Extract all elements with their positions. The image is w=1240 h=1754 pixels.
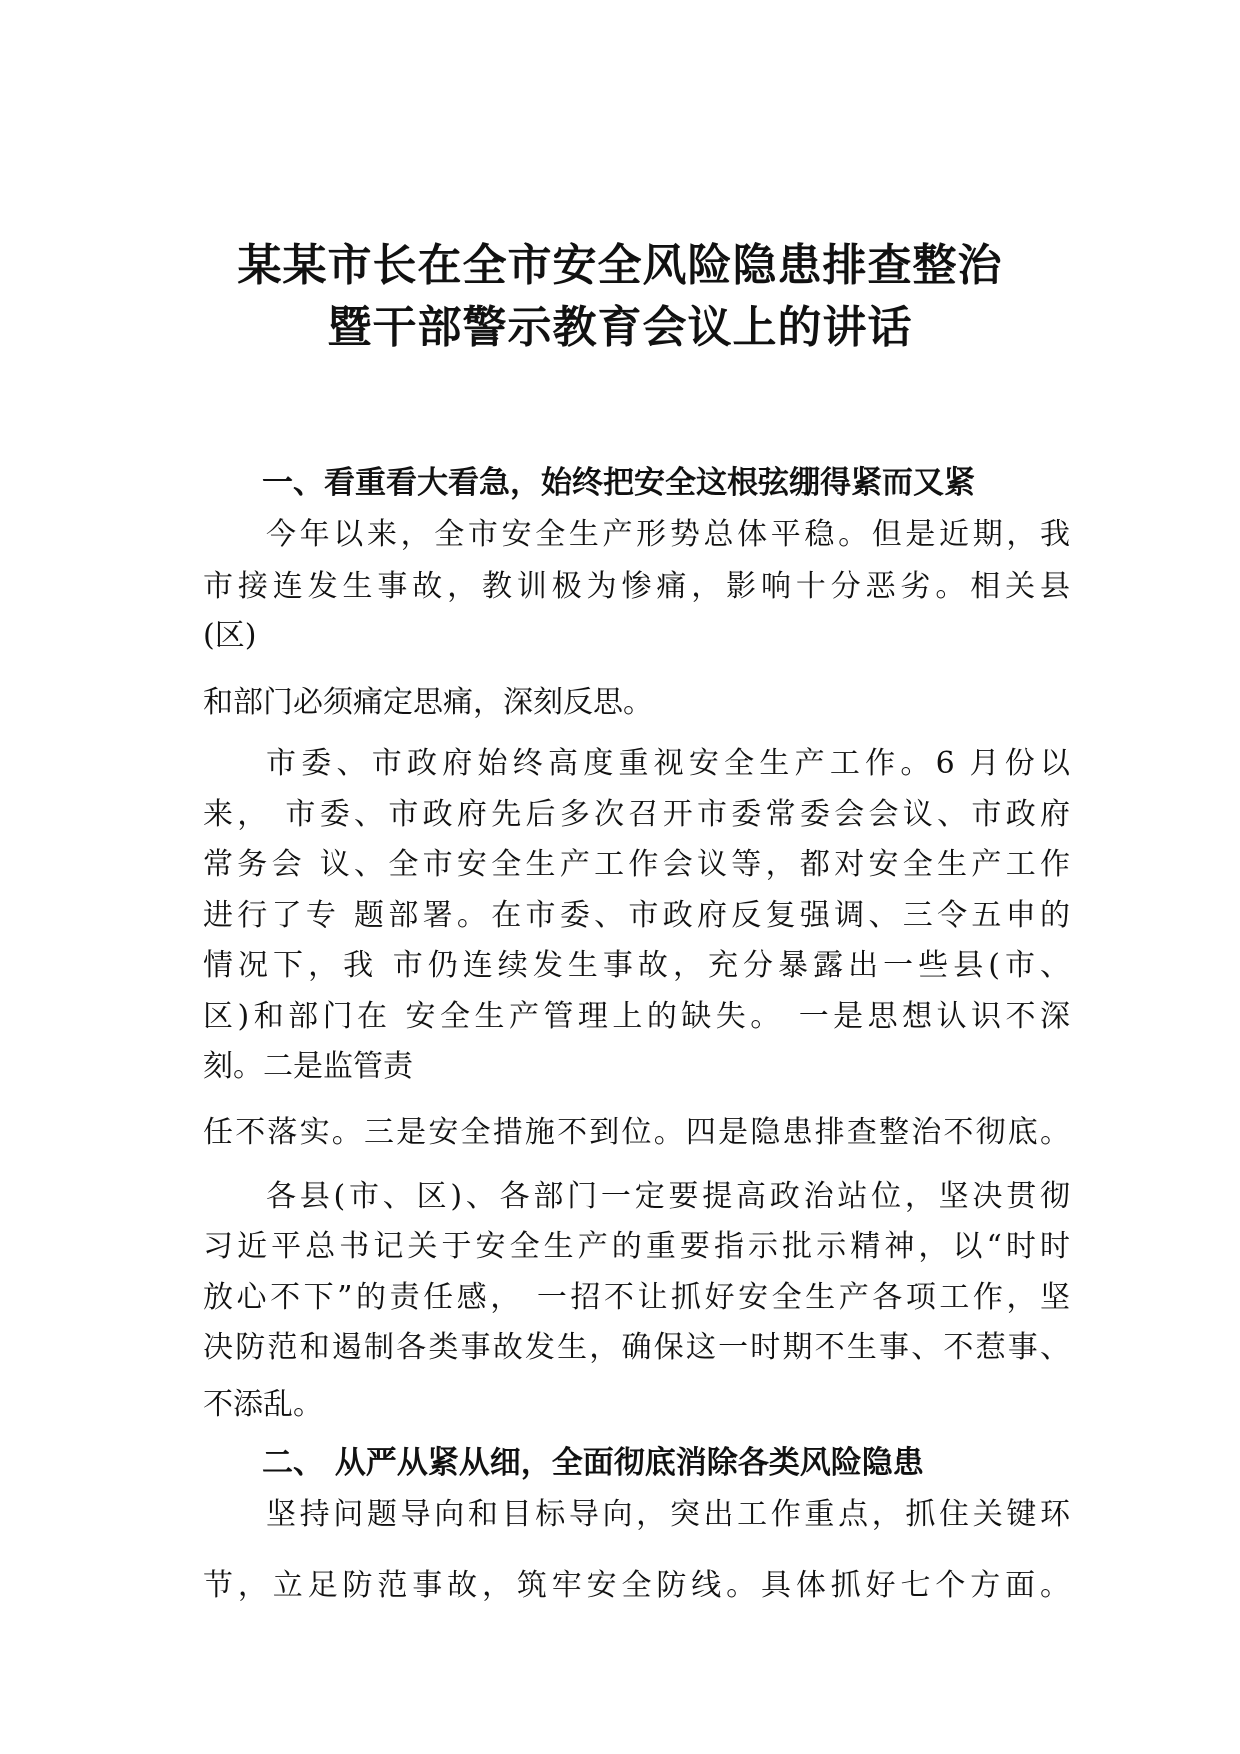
- paragraph-line: 市委、市政府始终高度重视安全生产工作。6 月份以: [266, 746, 1070, 781]
- paragraph-line: 任不落实。三是安全措施不到位。四是隐患排查整治不彻底。: [203, 1115, 1070, 1150]
- paragraph-line: 习近平总书记关于安全生产的重要指示批示精神，以“时时: [203, 1229, 1070, 1264]
- paragraph-line: 节，立足防范事故，筑牢安全防线。具体抓好七个方面。: [203, 1568, 1070, 1603]
- paragraph-line: 决防范和遏制各类事故发生，确保这一时期不生事、不惹事、: [203, 1330, 1070, 1365]
- paragraph-line: 不添乱。: [203, 1387, 323, 1422]
- section-1-heading: 一、看重看大看急，始终把安全这根弦绷得紧而又紧: [262, 465, 975, 501]
- document-title-line-2: 暨干部警示教育会议上的讲话: [327, 302, 913, 353]
- paragraph-line: 来， 市委、市政府先后多次召开市委常委会会议、市政府: [203, 797, 1070, 832]
- paragraph-line: 市接连发生事故，教训极为惨痛，影响十分恶劣。相关县: [203, 569, 1070, 604]
- paragraph-line: 坚持问题导向和目标导向，突出工作重点，抓住关键环: [266, 1497, 1070, 1532]
- document-title-line-1: 某某市长在全市安全风险隐患排查整治: [237, 240, 1003, 291]
- paragraph-line: 常务会 议、全市安全生产工作会议等，都对安全生产工作: [203, 847, 1070, 882]
- paragraph-line: 情况下，我 市仍连续发生事故，充分暴露出一些县(市、: [203, 948, 1070, 983]
- paragraph-line: 刻。二是监管责: [203, 1049, 413, 1084]
- paragraph-line: 放心不下”的责任感， 一招不让抓好安全生产各项工作，坚: [203, 1280, 1070, 1315]
- paragraph-line: (区): [203, 618, 257, 653]
- paragraph-line: 今年以来，全市安全生产形势总体平稳。但是近期，我: [266, 517, 1070, 552]
- paragraph-line: 进行了专 题部署。在市委、市政府反复强调、三令五申的: [203, 898, 1070, 933]
- paragraph-line: 区)和部门在 安全生产管理上的缺失。 一是思想认识不深: [203, 999, 1070, 1034]
- paragraph-line: 各县(市、区)、各部门一定要提高政治站位，坚决贯彻: [266, 1179, 1070, 1214]
- paragraph-line: 和部门必须痛定思痛，深刻反思。: [203, 685, 653, 720]
- section-2-heading: 二、 从严从紧从细，全面彻底消除各类风险隐患: [262, 1445, 924, 1481]
